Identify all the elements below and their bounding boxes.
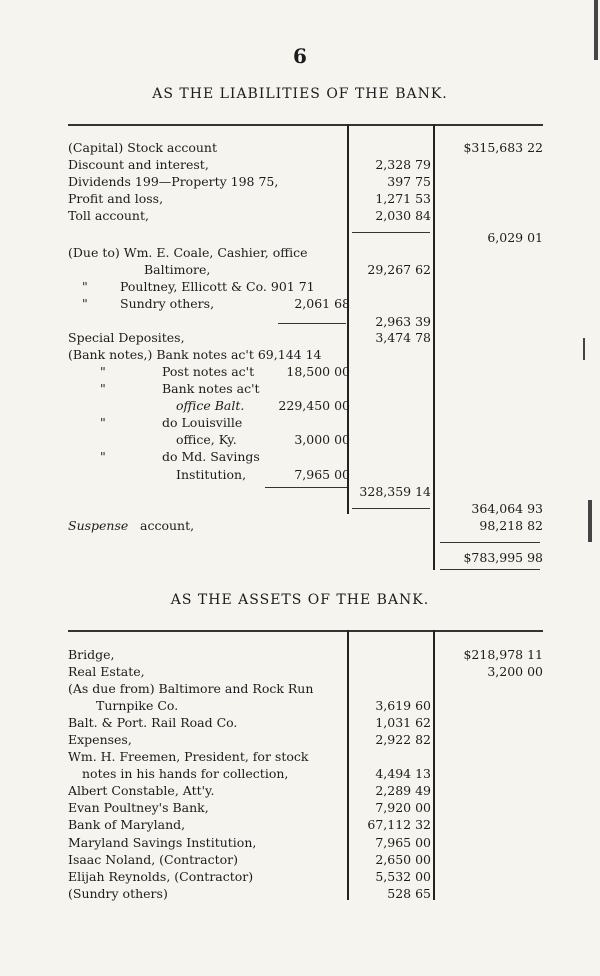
- row-amount: 1,271 53: [375, 191, 431, 206]
- ditto-mark: ": [100, 415, 106, 430]
- row-label: Special Deposites,: [68, 330, 185, 345]
- table-row: [68, 278, 543, 295]
- row-amount: 2,289 49: [375, 783, 431, 798]
- row-amount: 2,650 00: [375, 852, 431, 867]
- row-label: Bank notes ac't: [162, 381, 260, 396]
- table-row: [68, 517, 543, 534]
- table-row: [68, 549, 543, 566]
- row-amount: 7,965 00: [375, 835, 431, 850]
- row-amount: 29,267 62: [367, 262, 431, 277]
- row-label: (Bank notes,) Bank notes ac't 69,144 14: [68, 347, 322, 362]
- row-amount: 5,532 00: [375, 869, 431, 884]
- row-label: Bridge,: [68, 647, 115, 662]
- ditto-mark: ": [100, 449, 106, 464]
- table-row: [68, 697, 543, 714]
- row-amount: 67,112 32: [367, 817, 431, 832]
- row-amount: 2,922 82: [375, 732, 431, 747]
- table-row: [68, 380, 543, 397]
- grand-total-underline: [440, 569, 540, 570]
- row-subamount: 2,061 68: [294, 296, 350, 311]
- ditto-mark: ": [82, 279, 88, 294]
- table-row: [68, 851, 543, 868]
- scan-edge-artifact: [588, 500, 592, 542]
- row-amount: 528 65: [387, 886, 431, 901]
- row-amount: 3,619 60: [375, 698, 431, 713]
- row-label: Suspense: [68, 518, 129, 533]
- table-row: [68, 139, 543, 156]
- scan-edge-artifact: [594, 0, 598, 60]
- table-row: [68, 466, 543, 483]
- row-label: Bank of Maryland,: [68, 817, 186, 832]
- row-total: 98,218 82: [479, 518, 543, 533]
- row-amount: 2,963 39: [375, 314, 431, 329]
- row-label: Expenses,: [68, 732, 132, 747]
- row-label: Wm. H. Freemen, President, for stock: [68, 749, 309, 764]
- table-row: [68, 448, 543, 465]
- table-row: [68, 680, 543, 697]
- table-row: [68, 156, 543, 173]
- row-label: Baltimore,: [144, 262, 211, 277]
- table-row: [68, 329, 543, 346]
- liabilities-title: AS THE LIABILITIES OF THE BANK.: [152, 86, 448, 102]
- row-label: office Balt.: [176, 398, 245, 413]
- row-label: do Louisville: [162, 415, 243, 430]
- row-label: Dividends 199—Property 198 75,: [68, 174, 279, 189]
- row-subamount: 3,000 00: [294, 432, 350, 447]
- row-amount: 328,359 14: [359, 484, 431, 499]
- row-label: Balt. & Port. Rail Road Co.: [68, 715, 238, 730]
- ditto-mark: ": [100, 364, 106, 379]
- table-row: [68, 885, 543, 902]
- table-row: [68, 834, 543, 851]
- grand-total: $783,995 98: [463, 550, 543, 565]
- row-label: (Due to) Wm. E. Coale, Cashier, office: [68, 245, 308, 260]
- row-amount: 2,030 84: [375, 208, 431, 223]
- scan-edge-artifact: [583, 338, 585, 360]
- table-row: [68, 646, 543, 663]
- table-row: [68, 663, 543, 680]
- row-total: 364,064 93: [471, 501, 543, 516]
- row-amount: 397 75: [387, 174, 431, 189]
- table-row: [68, 868, 543, 885]
- row-amount: 3,474 78: [375, 330, 431, 345]
- row-label: Maryland Savings Institution,: [68, 835, 257, 850]
- row-label-rest: account,: [140, 518, 195, 533]
- row-label: Profit and loss,: [68, 191, 164, 206]
- ditto-mark: ": [100, 381, 106, 396]
- table-row: [68, 244, 543, 261]
- row-label: Turnpike Co.: [96, 698, 179, 713]
- row-label: Sundry others,: [120, 296, 215, 311]
- table-row: [68, 500, 543, 517]
- table-row: [68, 816, 543, 833]
- assets-title: AS THE ASSETS OF THE BANK.: [170, 592, 430, 608]
- table-row: [68, 363, 543, 380]
- table-row: [68, 414, 543, 431]
- table-row: [68, 207, 543, 224]
- table-row: [68, 765, 543, 782]
- table-row: [68, 731, 543, 748]
- table-row: [68, 483, 543, 500]
- row-total: 3,200 00: [487, 664, 543, 679]
- table-row: [68, 173, 543, 190]
- table-row: [68, 799, 543, 816]
- table-row: [68, 397, 543, 414]
- row-total: $218,978 11: [463, 647, 543, 662]
- row-label: Post notes ac't: [162, 364, 255, 379]
- page-number: 6: [293, 44, 307, 68]
- table-row: [68, 431, 543, 448]
- row-subamount: 18,500 00: [286, 364, 350, 379]
- row-total: $315,683 22: [463, 140, 543, 155]
- row-label: Real Estate,: [68, 664, 145, 679]
- row-amount: 1,031 62: [375, 715, 431, 730]
- row-label: Albert Constable, Att'y.: [68, 783, 215, 798]
- table-row: [68, 748, 543, 765]
- row-label: Poultney, Ellicott & Co. 901 71: [120, 279, 315, 294]
- table-row: [68, 261, 543, 278]
- row-amount: 4,494 13: [375, 766, 431, 781]
- row-label: (Sundry others): [68, 886, 168, 901]
- row-subamount: 7,965 00: [294, 467, 350, 482]
- table-row: [68, 346, 543, 363]
- row-label: (Capital) Stock account: [68, 140, 217, 155]
- table-row: [68, 782, 543, 799]
- ditto-mark: ": [82, 296, 88, 311]
- table-row: [68, 190, 543, 207]
- row-label: Toll account,: [68, 208, 149, 223]
- row-label: Institution,: [176, 467, 247, 482]
- row-label: do Md. Savings: [162, 449, 260, 464]
- row-label: Discount and interest,: [68, 157, 209, 172]
- row-subamount: 229,450 00: [278, 398, 350, 413]
- table-row: [68, 313, 543, 330]
- liabilities-top-rule: [68, 124, 543, 126]
- row-label: notes in his hands for collection,: [82, 766, 289, 781]
- row-amount: 2,328 79: [375, 157, 431, 172]
- row-label: office, Ky.: [176, 432, 237, 447]
- row-label: (As due from) Baltimore and Rock Run: [68, 681, 314, 696]
- total-rule: [440, 542, 540, 543]
- row-label: Elijah Reynolds, (Contractor): [68, 869, 254, 884]
- row-label: Isaac Noland, (Contractor): [68, 852, 239, 867]
- row-total: 6,029 01: [487, 230, 543, 245]
- table-row: [68, 714, 543, 731]
- row-amount: 7,920 00: [375, 800, 431, 815]
- row-label: Evan Poultney's Bank,: [68, 800, 209, 815]
- table-row: [68, 295, 543, 312]
- assets-top-rule: [68, 630, 543, 632]
